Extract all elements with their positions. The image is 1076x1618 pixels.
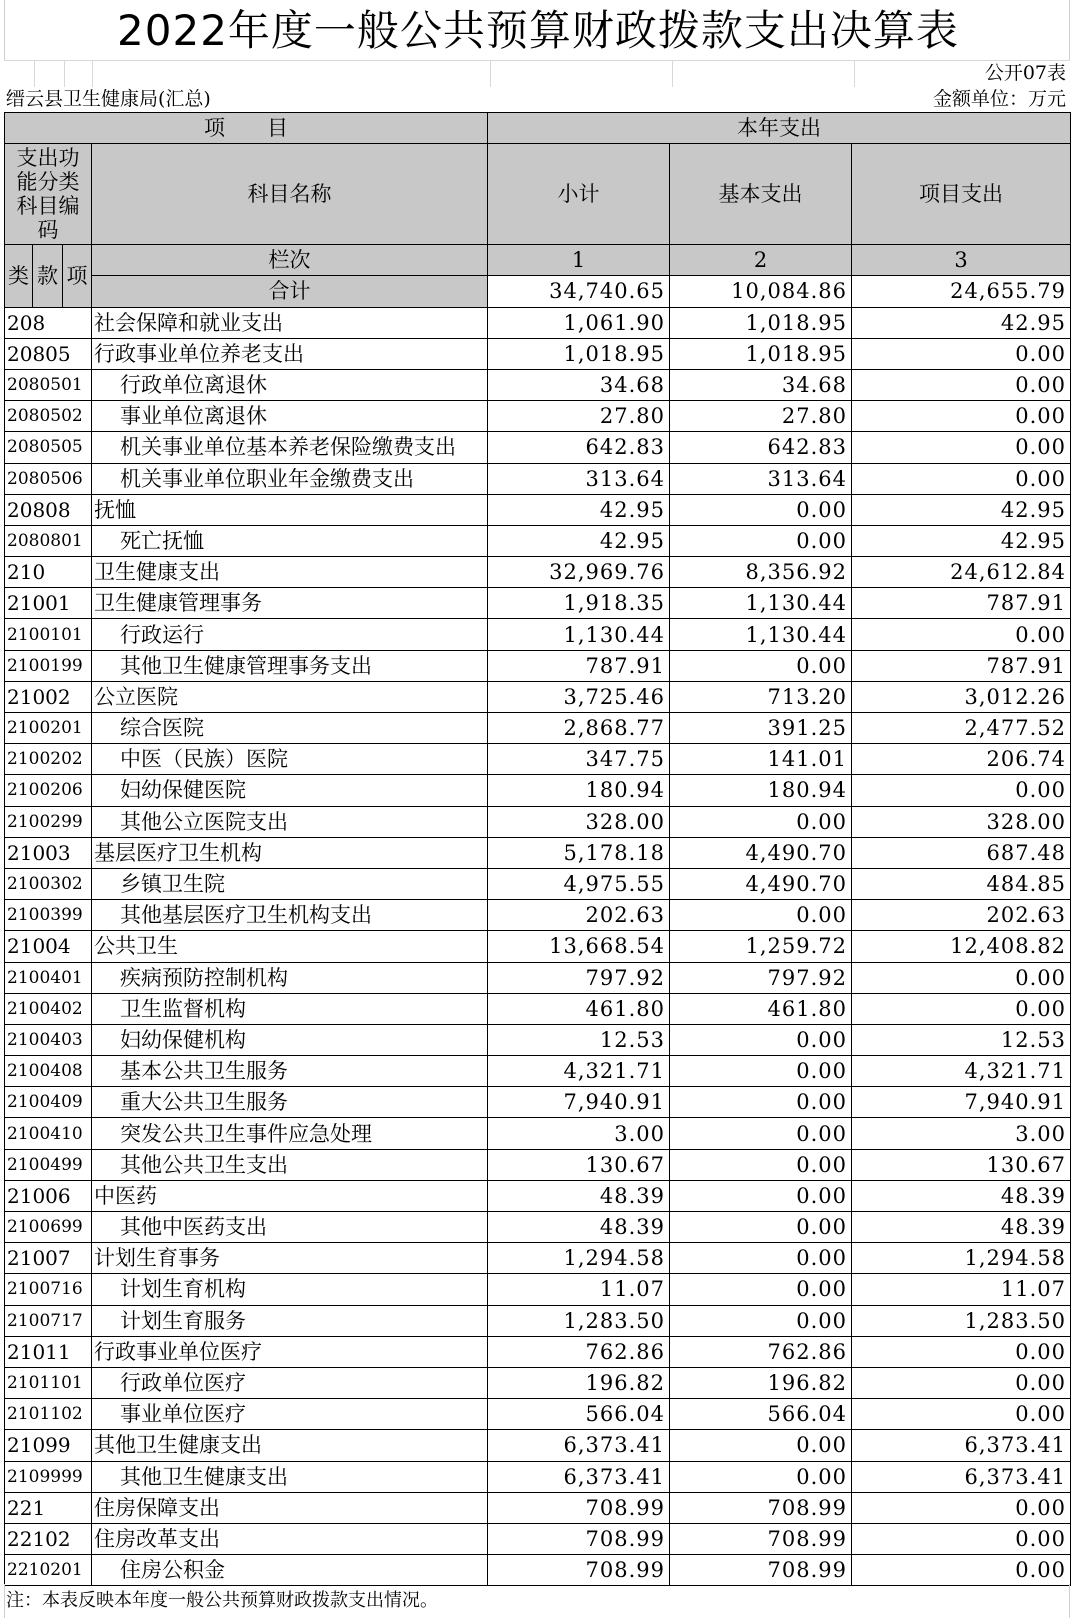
row-code: 2100408	[5, 1056, 92, 1087]
row-project: 3.00	[852, 1118, 1071, 1149]
row-code: 2210201	[5, 1555, 92, 1586]
header-project: 项目支出	[852, 144, 1071, 245]
row-subject-name: 其他公共卫生支出	[92, 1149, 488, 1180]
row-basic: 708.99	[670, 1555, 852, 1586]
row-basic: 797.92	[670, 962, 852, 993]
table-row	[5, 338, 1071, 369]
row-code: 210	[5, 557, 92, 588]
row-basic: 0.00	[670, 806, 852, 837]
table-row	[5, 681, 1071, 712]
table-row	[5, 1336, 1071, 1367]
row-basic: 0.00	[670, 1430, 852, 1461]
header-row-1	[5, 113, 1071, 144]
row-subject-name: 机关事业单位基本养老保险缴费支出	[92, 432, 488, 463]
row-subject-name: 其他中医药支出	[92, 1212, 488, 1243]
table-row	[5, 650, 1071, 681]
row-subtotal: 42.95	[488, 525, 670, 556]
table-note: 注：本表反映本年度一般公共预算财政拨款支出情况。	[6, 1590, 438, 1611]
row-project: 130.67	[852, 1149, 1071, 1180]
row-subject-name: 事业单位医疗	[92, 1399, 488, 1430]
row-subject-name: 计划生育服务	[92, 1305, 488, 1336]
row-basic: 27.80	[670, 401, 852, 432]
row-project: 0.00	[852, 1492, 1071, 1523]
table-row	[5, 463, 1071, 494]
table-row	[5, 494, 1071, 525]
table-row	[5, 1430, 1071, 1461]
row-code: 2080502	[5, 401, 92, 432]
table-row	[5, 837, 1071, 868]
row-subtotal: 13,668.54	[488, 931, 670, 962]
table-row	[5, 1399, 1071, 1430]
row-subtotal: 11.07	[488, 1274, 670, 1305]
row-subject-name: 其他公立医院支出	[92, 806, 488, 837]
table-row	[5, 619, 1071, 650]
row-project: 0.00	[852, 1523, 1071, 1554]
row-code: 2100199	[5, 650, 92, 681]
row-code: 22102	[5, 1523, 92, 1554]
row-code: 2080501	[5, 369, 92, 400]
table-row	[5, 993, 1071, 1024]
row-subject-name: 基层医疗卫生机构	[92, 837, 488, 868]
row-code: 2100403	[5, 1024, 92, 1055]
row-code: 2101101	[5, 1367, 92, 1398]
row-basic: 8,356.92	[670, 557, 852, 588]
expense-table	[4, 112, 1071, 1586]
row-subtotal: 1,061.90	[488, 307, 670, 338]
row-subtotal: 48.39	[488, 1180, 670, 1211]
row-project: 206.74	[852, 744, 1071, 775]
row-subject-name: 其他卫生健康管理事务支出	[92, 650, 488, 681]
row-project: 0.00	[852, 432, 1071, 463]
row-basic: 34.68	[670, 369, 852, 400]
row-subject-name: 其他卫生健康支出	[92, 1430, 488, 1461]
row-subject-name: 社会保障和就业支出	[92, 307, 488, 338]
row-basic: 461.80	[670, 993, 852, 1024]
row-subject-name: 综合医院	[92, 713, 488, 744]
row-project: 48.39	[852, 1212, 1071, 1243]
row-subject-name: 其他卫生健康支出	[92, 1461, 488, 1492]
header-xiang: 项	[63, 245, 92, 307]
row-subtotal: 347.75	[488, 744, 670, 775]
row-subtotal: 34.68	[488, 369, 670, 400]
table-row	[5, 1523, 1071, 1554]
row-subtotal: 1,918.35	[488, 588, 670, 619]
row-basic: 708.99	[670, 1523, 852, 1554]
row-basic: 0.00	[670, 494, 852, 525]
row-basic: 708.99	[670, 1492, 852, 1523]
header-row-3	[5, 245, 1071, 276]
row-project: 0.00	[852, 775, 1071, 806]
table-row	[5, 1087, 1071, 1118]
row-code: 21011	[5, 1336, 92, 1367]
table-row	[5, 307, 1071, 338]
row-basic: 1,018.95	[670, 307, 852, 338]
row-subject-name: 突发公共卫生事件应急处理	[92, 1118, 488, 1149]
row-basic: 0.00	[670, 900, 852, 931]
row-project: 11.07	[852, 1274, 1071, 1305]
row-subtotal: 4,975.55	[488, 868, 670, 899]
row-subtotal: 708.99	[488, 1492, 670, 1523]
row-project: 3,012.26	[852, 681, 1071, 712]
row-basic: 180.94	[670, 775, 852, 806]
row-code: 21004	[5, 931, 92, 962]
row-project: 0.00	[852, 369, 1071, 400]
row-code: 20808	[5, 494, 92, 525]
row-project: 1,294.58	[852, 1243, 1071, 1274]
total-basic: 10,084.86	[670, 276, 852, 307]
row-project: 1,283.50	[852, 1305, 1071, 1336]
row-project: 2,477.52	[852, 713, 1071, 744]
row-project: 0.00	[852, 1555, 1071, 1586]
row-basic: 1,018.95	[670, 338, 852, 369]
table-row	[5, 1555, 1071, 1586]
row-code: 2100409	[5, 1087, 92, 1118]
row-code: 2100401	[5, 962, 92, 993]
row-subtotal: 787.91	[488, 650, 670, 681]
header-subtotal: 小计	[488, 144, 670, 245]
row-code: 2100299	[5, 806, 92, 837]
row-project: 42.95	[852, 494, 1071, 525]
row-basic: 713.20	[670, 681, 852, 712]
row-basic: 0.00	[670, 1024, 852, 1055]
row-code: 2100206	[5, 775, 92, 806]
row-subject-name: 抚恤	[92, 494, 488, 525]
header-col1: 1	[488, 245, 670, 276]
row-project: 24,612.84	[852, 557, 1071, 588]
row-subtotal: 180.94	[488, 775, 670, 806]
row-subtotal: 797.92	[488, 962, 670, 993]
table-row	[5, 557, 1071, 588]
row-subtotal: 328.00	[488, 806, 670, 837]
row-project: 0.00	[852, 1399, 1071, 1430]
header-subject-name: 科目名称	[92, 144, 488, 245]
row-code: 2100699	[5, 1212, 92, 1243]
table-row	[5, 401, 1071, 432]
row-subject-name: 公立医院	[92, 681, 488, 712]
row-subject-name: 行政单位医疗	[92, 1367, 488, 1398]
total-row	[5, 276, 1071, 307]
table-row	[5, 432, 1071, 463]
row-subject-name: 卫生健康管理事务	[92, 588, 488, 619]
row-subtotal: 130.67	[488, 1149, 670, 1180]
table-row	[5, 1243, 1071, 1274]
row-subtotal: 27.80	[488, 401, 670, 432]
row-subtotal: 1,283.50	[488, 1305, 670, 1336]
table-row	[5, 369, 1071, 400]
report-title: 2022年度一般公共预算财政拨款支出决算表	[117, 6, 959, 55]
row-project: 0.00	[852, 962, 1071, 993]
row-subject-name: 疾病预防控制机构	[92, 962, 488, 993]
row-basic: 1,259.72	[670, 931, 852, 962]
row-basic: 1,130.44	[670, 588, 852, 619]
table-row	[5, 775, 1071, 806]
row-basic: 196.82	[670, 1367, 852, 1398]
row-code: 21007	[5, 1243, 92, 1274]
row-project: 7,940.91	[852, 1087, 1071, 1118]
table-row	[5, 588, 1071, 619]
row-basic: 566.04	[670, 1399, 852, 1430]
row-code: 2101102	[5, 1399, 92, 1430]
row-code: 2100302	[5, 868, 92, 899]
row-project: 0.00	[852, 1336, 1071, 1367]
row-basic: 0.00	[670, 650, 852, 681]
row-subject-name: 住房改革支出	[92, 1523, 488, 1554]
row-subtotal: 313.64	[488, 463, 670, 494]
row-project: 48.39	[852, 1180, 1071, 1211]
row-project: 202.63	[852, 900, 1071, 931]
table-row	[5, 1274, 1071, 1305]
table-row	[5, 1212, 1071, 1243]
unit-name: 缙云县卫生健康局(汇总)	[6, 88, 211, 110]
row-subject-name: 中医药	[92, 1180, 488, 1211]
header-col2: 2	[670, 245, 852, 276]
row-project: 4,321.71	[852, 1056, 1071, 1087]
table-row	[5, 1461, 1071, 1492]
row-basic: 0.00	[670, 1180, 852, 1211]
row-project: 687.48	[852, 837, 1071, 868]
row-subject-name: 住房保障支出	[92, 1492, 488, 1523]
row-subtotal: 461.80	[488, 993, 670, 1024]
row-subtotal: 3.00	[488, 1118, 670, 1149]
row-project: 42.95	[852, 307, 1071, 338]
row-code: 21099	[5, 1430, 92, 1461]
row-subject-name: 中医（民族）医院	[92, 744, 488, 775]
total-subtotal: 34,740.65	[488, 276, 670, 307]
form-number: 公开07表	[984, 62, 1066, 84]
row-code: 2080801	[5, 525, 92, 556]
row-subtotal: 642.83	[488, 432, 670, 463]
row-code: 21006	[5, 1180, 92, 1211]
row-subject-name: 计划生育机构	[92, 1274, 488, 1305]
row-project: 0.00	[852, 401, 1071, 432]
row-subject-name: 卫生健康支出	[92, 557, 488, 588]
row-project: 328.00	[852, 806, 1071, 837]
row-basic: 0.00	[670, 1118, 852, 1149]
row-basic: 762.86	[670, 1336, 852, 1367]
row-basic: 0.00	[670, 1243, 852, 1274]
row-project: 6,373.41	[852, 1430, 1071, 1461]
table-row	[5, 962, 1071, 993]
row-subtotal: 1,130.44	[488, 619, 670, 650]
table-row	[5, 806, 1071, 837]
table-row	[5, 1056, 1071, 1087]
row-subject-name: 妇幼保健机构	[92, 1024, 488, 1055]
row-basic: 313.64	[670, 463, 852, 494]
row-subtotal: 202.63	[488, 900, 670, 931]
header-row-2	[5, 144, 1071, 245]
row-subtotal: 7,940.91	[488, 1087, 670, 1118]
row-project: 787.91	[852, 588, 1071, 619]
row-project: 0.00	[852, 463, 1071, 494]
row-basic: 0.00	[670, 525, 852, 556]
row-subtotal: 3,725.46	[488, 681, 670, 712]
header-lei: 类	[5, 245, 33, 307]
row-subtotal: 566.04	[488, 1399, 670, 1430]
row-subject-name: 行政事业单位养老支出	[92, 338, 488, 369]
row-project: 0.00	[852, 619, 1071, 650]
row-basic: 0.00	[670, 1305, 852, 1336]
row-subtotal: 6,373.41	[488, 1461, 670, 1492]
table-row	[5, 744, 1071, 775]
header-col3: 3	[852, 245, 1071, 276]
row-basic: 4,490.70	[670, 837, 852, 868]
row-code: 2100202	[5, 744, 92, 775]
row-code: 21001	[5, 588, 92, 619]
row-subtotal: 708.99	[488, 1523, 670, 1554]
row-code: 2080506	[5, 463, 92, 494]
row-subject-name: 其他基层医疗卫生机构支出	[92, 900, 488, 931]
row-code: 2100717	[5, 1305, 92, 1336]
row-subject-name: 公共卫生	[92, 931, 488, 962]
table-row	[5, 1367, 1071, 1398]
table-row	[5, 525, 1071, 556]
row-code: 2100410	[5, 1118, 92, 1149]
header-current-year: 本年支出	[488, 113, 1071, 144]
row-subject-name: 死亡抚恤	[92, 525, 488, 556]
row-subject-name: 妇幼保健医院	[92, 775, 488, 806]
row-code: 2100101	[5, 619, 92, 650]
table-row	[5, 931, 1071, 962]
row-subject-name: 行政运行	[92, 619, 488, 650]
row-subject-name: 事业单位离退休	[92, 401, 488, 432]
row-project: 484.85	[852, 868, 1071, 899]
row-project: 6,373.41	[852, 1461, 1071, 1492]
row-subject-name: 行政事业单位医疗	[92, 1336, 488, 1367]
row-subtotal: 1,018.95	[488, 338, 670, 369]
header-basic: 基本支出	[670, 144, 852, 245]
row-project: 12.53	[852, 1024, 1071, 1055]
row-subject-name: 基本公共卫生服务	[92, 1056, 488, 1087]
row-subject-name: 卫生监督机构	[92, 993, 488, 1024]
row-code: 2100499	[5, 1149, 92, 1180]
row-subtotal: 5,178.18	[488, 837, 670, 868]
row-subject-name: 乡镇卫生院	[92, 868, 488, 899]
row-subtotal: 32,969.76	[488, 557, 670, 588]
row-subtotal: 196.82	[488, 1367, 670, 1398]
row-basic: 0.00	[670, 1461, 852, 1492]
total-project: 24,655.79	[852, 276, 1071, 307]
header-kuan: 款	[33, 245, 63, 307]
row-code: 20805	[5, 338, 92, 369]
table-row	[5, 1024, 1071, 1055]
table-row	[5, 713, 1071, 744]
row-subtotal: 42.95	[488, 494, 670, 525]
table-row	[5, 1149, 1071, 1180]
row-code: 21003	[5, 837, 92, 868]
row-project: 42.95	[852, 525, 1071, 556]
row-basic: 391.25	[670, 713, 852, 744]
row-subtotal: 6,373.41	[488, 1430, 670, 1461]
row-subtotal: 4,321.71	[488, 1056, 670, 1087]
table-row	[5, 1118, 1071, 1149]
row-code: 221	[5, 1492, 92, 1523]
table-row	[5, 1492, 1071, 1523]
header-func-code: 支出功能分类科目编码	[5, 144, 92, 245]
row-code: 2080505	[5, 432, 92, 463]
row-project: 787.91	[852, 650, 1071, 681]
row-subject-name: 机关事业单位职业年金缴费支出	[92, 463, 488, 494]
row-subject-name: 行政单位离退休	[92, 369, 488, 400]
row-code: 2100716	[5, 1274, 92, 1305]
total-label: 合计	[92, 276, 488, 307]
row-subtotal: 12.53	[488, 1024, 670, 1055]
row-subtotal: 1,294.58	[488, 1243, 670, 1274]
meta-unit-row	[4, 86, 1070, 112]
row-basic: 4,490.70	[670, 868, 852, 899]
row-project: 0.00	[852, 993, 1071, 1024]
row-subject-name: 住房公积金	[92, 1555, 488, 1586]
row-subject-name: 重大公共卫生服务	[92, 1087, 488, 1118]
row-subject-name: 计划生育事务	[92, 1243, 488, 1274]
row-subtotal: 2,868.77	[488, 713, 670, 744]
row-code: 21002	[5, 681, 92, 712]
row-basic: 0.00	[670, 1274, 852, 1305]
table-row	[5, 1305, 1071, 1336]
row-basic: 0.00	[670, 1087, 852, 1118]
row-project: 12,408.82	[852, 931, 1071, 962]
table-row	[5, 900, 1071, 931]
header-column-no: 栏次	[92, 245, 488, 276]
header-item: 项 目	[5, 113, 488, 144]
row-code: 2100399	[5, 900, 92, 931]
row-code: 2100402	[5, 993, 92, 1024]
row-basic: 642.83	[670, 432, 852, 463]
row-basic: 0.00	[670, 1056, 852, 1087]
row-basic: 0.00	[670, 1212, 852, 1243]
amount-unit: 金额单位：万元	[932, 88, 1066, 110]
row-code: 2109999	[5, 1461, 92, 1492]
table-row	[5, 1180, 1071, 1211]
row-basic: 0.00	[670, 1149, 852, 1180]
row-code: 208	[5, 307, 92, 338]
row-subtotal: 48.39	[488, 1212, 670, 1243]
row-code: 2100201	[5, 713, 92, 744]
row-subtotal: 708.99	[488, 1555, 670, 1586]
row-project: 0.00	[852, 1367, 1071, 1398]
row-subtotal: 762.86	[488, 1336, 670, 1367]
row-basic: 1,130.44	[670, 619, 852, 650]
table-row	[5, 868, 1071, 899]
row-project: 0.00	[852, 338, 1071, 369]
row-basic: 141.01	[670, 744, 852, 775]
